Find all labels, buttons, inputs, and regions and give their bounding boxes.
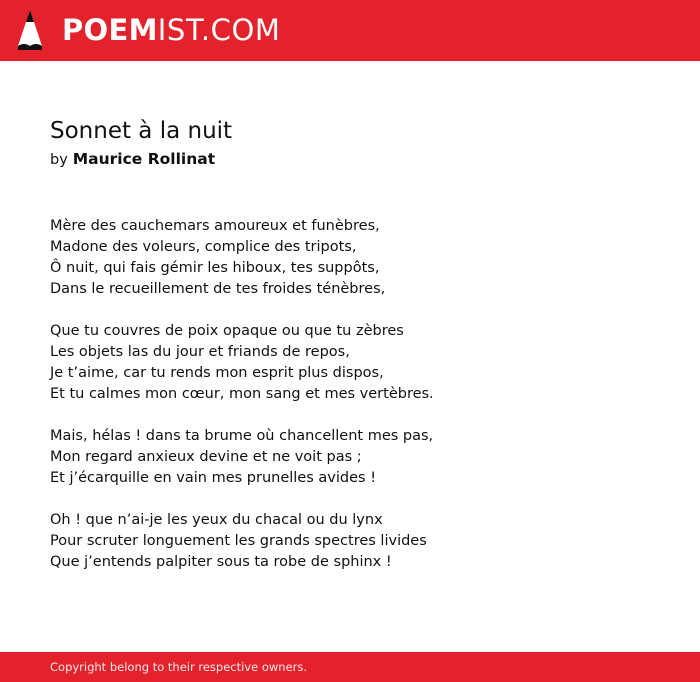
site-footer [0, 652, 700, 682]
copyright-text: Copyright belong to their respective owners. [50, 660, 308, 674]
poem-line: Je t’aime, car tu rends mon esprit plus dispos, [50, 365, 384, 381]
by-prefix: by [50, 152, 68, 168]
author-name: Maurice Rollinat [72, 150, 216, 168]
poem-line: Pour scruter longuement les grands spectres livides [50, 533, 427, 549]
poem-content [50, 114, 670, 594]
poem-line: Mère des cauchemars amoureux et funèbres, [50, 218, 380, 234]
site-logo[interactable] [62, 12, 281, 48]
brand-light-text: IST.COM [157, 13, 281, 47]
site-header [0, 0, 700, 61]
poem-title: Sonnet à la nuit [50, 118, 233, 144]
poem-line: Que tu couvres de poix opaque ou que tu zèbres [50, 323, 404, 339]
stanza-2 [50, 321, 670, 405]
poem-line: Que j’entends palpiter sous ta robe de sphinx ! [50, 554, 392, 570]
brand-bold-text: POEM [62, 13, 158, 47]
poem-line: Et j’écarquille en vain mes prunelles avides ! [50, 470, 377, 486]
poem-line: Mon regard anxieux devine et ne voit pas ; [50, 449, 362, 465]
stanza-1 [50, 216, 670, 300]
poem-line: Ô nuit, qui fais gémir les hiboux, tes suppôts, [50, 260, 380, 276]
stanza-4 [50, 510, 670, 573]
poem-line: Oh ! que n’ai-je les yeux du chacal ou du lynx [50, 512, 383, 528]
byline [50, 148, 670, 171]
pencil-tip-icon[interactable] [17, 9, 43, 51]
poem-line: Dans le recueillement de tes froides ténèbres, [50, 281, 386, 297]
stanza-3 [50, 426, 670, 489]
poem-line: Les objets las du jour et friands de repos, [50, 344, 350, 360]
poem-body [50, 216, 670, 573]
poem-line: Et tu calmes mon cœur, mon sang et mes vertèbres. [50, 386, 434, 402]
poem-line: Mais, hélas ! dans ta brume où chancellent mes pas, [50, 428, 434, 444]
poem-line: Madone des voleurs, complice des tripots, [50, 239, 357, 255]
